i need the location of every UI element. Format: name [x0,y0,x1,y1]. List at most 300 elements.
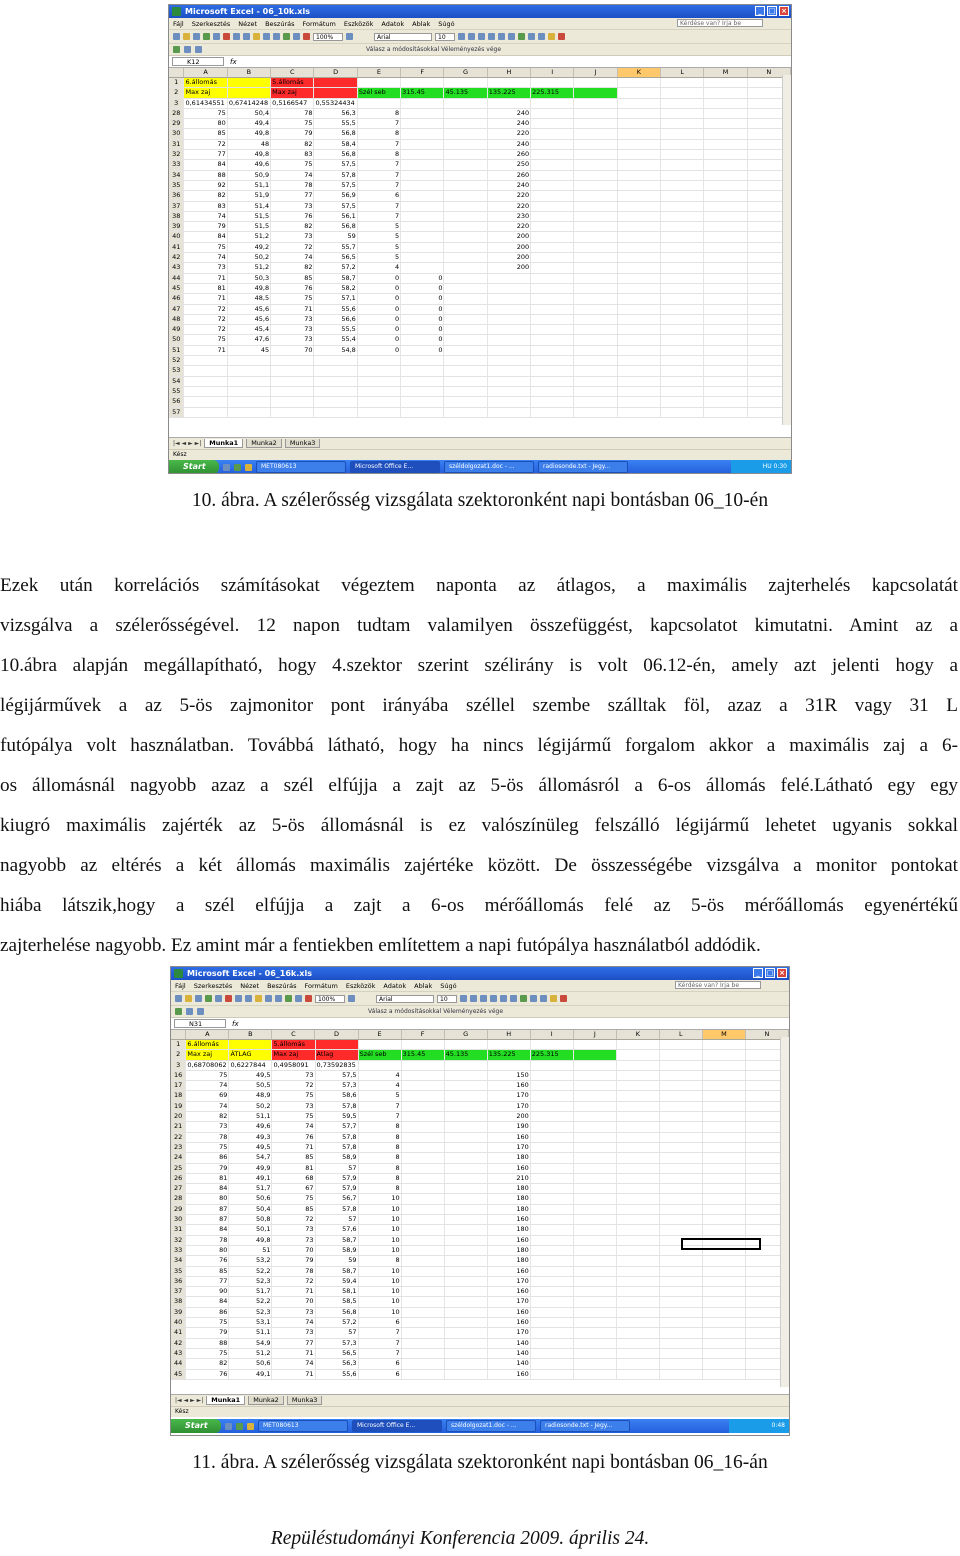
table-cell[interactable]: 73 [271,335,314,344]
table-cell[interactable]: 160 [488,1215,531,1224]
table-cell[interactable] [314,78,357,87]
table-cell[interactable] [660,1318,703,1327]
table-cell[interactable]: 160 [488,1236,531,1245]
menu-item[interactable]: Adatok [381,19,405,28]
table-cell[interactable]: 84 [186,1225,229,1234]
table-cell[interactable]: 71 [184,294,227,303]
table-cell[interactable] [574,1215,617,1224]
row-header[interactable]: 43 [171,1349,186,1358]
table-cell[interactable] [660,1071,703,1080]
table-cell[interactable]: 7 [359,1328,402,1337]
table-cell[interactable]: 0 [401,305,444,314]
table-cell[interactable] [358,356,401,365]
sheet-tab[interactable]: Munka2 [246,439,282,448]
table-cell[interactable] [531,212,574,221]
table-cell[interactable] [704,191,747,200]
table-cell[interactable]: 57,9 [316,1174,359,1183]
table-cell[interactable]: 170 [488,1297,531,1306]
table-cell[interactable]: 240 [488,119,531,128]
table-cell[interactable]: 170 [488,1277,531,1286]
table-cell[interactable]: 0 [401,346,444,355]
table-cell[interactable] [660,1061,703,1070]
table-cell[interactable] [574,377,617,386]
table-cell[interactable] [618,387,661,396]
table-cell[interactable] [703,1153,746,1162]
table-cell[interactable]: 200 [488,263,531,272]
row-header[interactable]: 33 [169,160,184,169]
table-cell[interactable] [703,1349,746,1358]
table-cell[interactable] [660,1102,703,1111]
table-cell[interactable] [661,88,704,97]
table-cell[interactable]: 58,7 [316,1267,359,1276]
table-cell[interactable] [574,1102,617,1111]
merge-icon[interactable] [518,33,525,40]
table-cell[interactable]: 74 [184,212,227,221]
table-cell[interactable]: 77 [186,1277,229,1286]
row-header[interactable]: 30 [169,129,184,138]
table-cell[interactable]: 8 [359,1174,402,1183]
row-header[interactable]: 28 [169,109,184,118]
table-cell[interactable]: 7 [359,1112,402,1121]
table-cell[interactable] [574,202,617,211]
column-header[interactable]: D [314,68,357,77]
table-cell[interactable]: Szél seb [359,1050,402,1059]
table-cell[interactable] [445,1102,488,1111]
maximize-icon[interactable]: □ [766,969,774,977]
row-header[interactable]: 35 [169,181,184,190]
table-cell[interactable] [660,1225,703,1234]
table-cell[interactable]: 6 [359,1370,402,1379]
table-cell[interactable]: 0,67414248 [228,99,271,108]
table-cell[interactable]: 315.45 [402,1050,445,1059]
table-cell[interactable]: 58,9 [316,1153,359,1162]
table-cell[interactable] [703,1256,746,1265]
table-cell[interactable] [488,284,531,293]
bold-icon[interactable] [460,995,467,1002]
table-cell[interactable] [531,129,574,138]
table-cell[interactable] [445,1328,488,1337]
table-cell[interactable] [445,1194,488,1203]
table-cell[interactable]: Max zaj [272,1050,315,1059]
table-cell[interactable] [617,1071,660,1080]
table-cell[interactable]: 51,2 [228,232,271,241]
table-cell[interactable]: 73 [272,1071,315,1080]
table-cell[interactable] [531,1236,574,1245]
table-cell[interactable]: 73 [271,325,314,334]
row-header[interactable]: 52 [169,356,184,365]
table-cell[interactable]: 7 [358,202,401,211]
table-cell[interactable]: 135.225 [488,1050,531,1059]
table-cell[interactable]: 77 [272,1339,315,1348]
table-cell[interactable] [444,397,487,406]
table-cell[interactable] [444,202,487,211]
table-cell[interactable]: 8 [358,150,401,159]
table-cell[interactable] [229,1040,272,1049]
table-cell[interactable]: 74 [271,171,314,180]
table-cell[interactable] [445,1277,488,1286]
table-cell[interactable] [574,1339,617,1348]
table-cell[interactable]: 10 [359,1308,402,1317]
table-cell[interactable] [704,366,747,375]
table-cell[interactable] [574,1061,617,1070]
table-cell[interactable] [531,1277,574,1286]
table-cell[interactable] [531,1328,574,1337]
table-cell[interactable] [445,1267,488,1276]
table-cell[interactable]: 50,6 [229,1194,272,1203]
table-cell[interactable] [617,1153,660,1162]
copy-icon[interactable] [243,33,250,40]
table-cell[interactable] [184,387,227,396]
table-cell[interactable]: 57,5 [314,160,357,169]
table-cell[interactable] [660,1174,703,1183]
table-cell[interactable] [660,1256,703,1265]
table-cell[interactable]: 79 [186,1164,229,1173]
table-cell[interactable] [704,88,747,97]
column-header[interactable]: C [271,68,314,77]
table-cell[interactable] [488,315,531,324]
table-cell[interactable] [574,171,617,180]
vertical-scrollbar[interactable] [782,75,791,425]
table-cell[interactable] [574,1112,617,1121]
table-cell[interactable] [445,1308,488,1317]
table-cell[interactable]: 49,4 [228,119,271,128]
table-cell[interactable] [703,1339,746,1348]
table-cell[interactable]: 47,6 [228,335,271,344]
table-cell[interactable] [444,232,487,241]
table-cell[interactable] [401,140,444,149]
table-cell[interactable] [444,253,487,262]
table-cell[interactable] [574,1184,617,1193]
table-cell[interactable]: 160 [488,1081,531,1090]
italic-icon[interactable] [468,33,475,40]
table-cell[interactable] [574,1143,617,1152]
table-cell[interactable] [401,263,444,272]
open-icon[interactable] [185,995,192,1002]
print-icon[interactable] [203,33,210,40]
table-cell[interactable] [445,1071,488,1080]
table-cell[interactable] [445,1143,488,1152]
fill-color-icon[interactable] [548,33,555,40]
table-cell[interactable] [402,1359,445,1368]
table-cell[interactable]: 55,4 [314,335,357,344]
font-color-icon[interactable] [560,995,567,1002]
table-cell[interactable]: 50,9 [228,171,271,180]
table-cell[interactable]: 6.állomás [186,1040,229,1049]
table-cell[interactable] [445,1184,488,1193]
table-cell[interactable]: 45 [228,346,271,355]
table-cell[interactable]: 76 [186,1370,229,1379]
table-cell[interactable] [660,1215,703,1224]
table-cell[interactable]: 72 [272,1277,315,1286]
table-cell[interactable] [401,181,444,190]
table-cell[interactable] [618,397,661,406]
table-cell[interactable] [358,366,401,375]
review-icon[interactable] [173,46,180,53]
row-header[interactable]: 3 [169,99,184,108]
table-cell[interactable]: 73 [271,232,314,241]
table-cell[interactable]: 6 [359,1359,402,1368]
taskbar-item[interactable]: radiosonde.txt - Jegy... [538,461,628,473]
table-cell[interactable] [402,1153,445,1162]
table-cell[interactable]: 76 [271,212,314,221]
table-cell[interactable] [574,366,617,375]
table-cell[interactable] [661,150,704,159]
menu-item[interactable]: Szerkesztés [193,981,233,990]
table-cell[interactable] [704,129,747,138]
table-cell[interactable]: 49,8 [229,1236,272,1245]
copy-icon[interactable] [245,995,252,1002]
table-cell[interactable]: 49,8 [228,150,271,159]
row-header[interactable]: 18 [171,1091,186,1100]
table-cell[interactable] [703,1328,746,1337]
table-cell[interactable]: 220 [488,202,531,211]
table-cell[interactable] [531,171,574,180]
table-cell[interactable]: 0 [401,315,444,324]
bold-icon[interactable] [458,33,465,40]
table-cell[interactable] [401,160,444,169]
table-cell[interactable] [401,191,444,200]
table-cell[interactable] [618,305,661,314]
table-cell[interactable] [401,397,444,406]
select-all-corner[interactable] [169,68,184,77]
table-cell[interactable] [661,253,704,262]
table-cell[interactable] [574,1153,617,1162]
table-cell[interactable] [661,78,704,87]
table-cell[interactable] [444,356,487,365]
table-cell[interactable] [618,140,661,149]
table-cell[interactable]: 5 [358,253,401,262]
row-header[interactable]: 34 [169,171,184,180]
row-header[interactable]: 27 [171,1184,186,1193]
table-cell[interactable] [661,366,704,375]
table-cell[interactable] [617,1328,660,1337]
table-cell[interactable]: 74 [272,1122,315,1131]
menu-item[interactable]: Beszúrás [267,981,297,990]
table-cell[interactable] [574,1267,617,1276]
table-cell[interactable] [531,284,574,293]
table-cell[interactable] [402,1256,445,1265]
table-cell[interactable] [618,150,661,159]
table-cell[interactable] [574,1308,617,1317]
font-size-select[interactable]: 10 [437,995,457,1003]
table-cell[interactable]: 10 [359,1246,402,1255]
table-cell[interactable]: 57,6 [316,1225,359,1234]
table-cell[interactable] [574,1225,617,1234]
table-cell[interactable]: 57,3 [316,1339,359,1348]
table-cell[interactable]: 67 [272,1184,315,1193]
table-cell[interactable] [704,263,747,272]
table-cell[interactable] [445,1153,488,1162]
menu-item[interactable]: Formátum [304,981,338,990]
table-cell[interactable]: 85 [186,1267,229,1276]
table-cell[interactable]: 0 [358,284,401,293]
table-cell[interactable] [402,1174,445,1183]
table-cell[interactable]: 71 [272,1143,315,1152]
table-cell[interactable] [704,315,747,324]
table-cell[interactable] [617,1122,660,1131]
table-cell[interactable] [574,129,617,138]
table-cell[interactable]: 200 [488,253,531,262]
menu-item[interactable]: Nézet [238,19,258,28]
table-cell[interactable] [574,274,617,283]
table-cell[interactable] [531,1061,574,1070]
table-cell[interactable] [444,346,487,355]
table-cell[interactable] [401,99,444,108]
table-cell[interactable] [531,263,574,272]
table-cell[interactable] [660,1164,703,1173]
table-cell[interactable]: 7 [359,1349,402,1358]
table-cell[interactable]: 79 [271,129,314,138]
table-cell[interactable]: 57,8 [316,1143,359,1152]
row-header[interactable]: 35 [171,1267,186,1276]
table-cell[interactable] [618,335,661,344]
table-cell[interactable]: 84 [186,1297,229,1306]
table-cell[interactable] [531,1102,574,1111]
table-cell[interactable] [401,150,444,159]
table-cell[interactable] [444,294,487,303]
table-cell[interactable]: 7 [358,212,401,221]
table-cell[interactable]: 6 [358,191,401,200]
table-cell[interactable] [574,1256,617,1265]
table-cell[interactable]: 72 [272,1081,315,1090]
table-cell[interactable] [401,171,444,180]
row-header[interactable]: 43 [169,263,184,272]
selected-cell[interactable] [681,1238,761,1250]
table-cell[interactable] [445,1339,488,1348]
table-cell[interactable] [618,408,661,417]
table-cell[interactable] [531,1349,574,1358]
table-cell[interactable]: 79 [184,222,227,231]
table-cell[interactable] [488,78,531,87]
table-cell[interactable] [574,1297,617,1306]
table-cell[interactable] [574,1205,617,1214]
table-cell[interactable]: 72 [184,140,227,149]
table-cell[interactable]: 75 [271,294,314,303]
table-cell[interactable] [444,408,487,417]
column-header[interactable]: M [704,68,747,77]
column-header[interactable]: J [574,1030,617,1039]
table-cell[interactable] [574,315,617,324]
menu-item[interactable]: Nézet [240,981,260,990]
table-cell[interactable] [617,1184,660,1193]
menu-item[interactable]: Adatok [383,981,407,990]
table-cell[interactable] [531,377,574,386]
table-cell[interactable] [402,1133,445,1142]
table-cell[interactable]: 56,8 [314,150,357,159]
table-cell[interactable] [574,387,617,396]
row-header[interactable]: 32 [171,1236,186,1245]
table-cell[interactable]: 86 [186,1308,229,1317]
table-cell[interactable]: 57,5 [314,202,357,211]
table-cell[interactable]: 5 [358,232,401,241]
quicklaunch-icon[interactable] [234,464,241,471]
table-cell[interactable]: 5.állomás [272,1040,315,1049]
table-cell[interactable] [574,222,617,231]
table-cell[interactable] [531,274,574,283]
table-cell[interactable] [531,1194,574,1203]
table-cell[interactable]: 73 [271,315,314,324]
table-cell[interactable] [704,232,747,241]
table-cell[interactable] [402,1102,445,1111]
table-cell[interactable]: 74 [186,1081,229,1090]
table-cell[interactable]: 220 [488,129,531,138]
table-cell[interactable]: 83 [271,150,314,159]
table-cell[interactable]: 51,9 [228,191,271,200]
help-icon[interactable] [348,995,355,1002]
table-cell[interactable] [402,1122,445,1131]
table-cell[interactable] [314,397,357,406]
table-cell[interactable] [703,1267,746,1276]
table-cell[interactable] [228,88,271,97]
table-cell[interactable]: 58,9 [316,1246,359,1255]
table-cell[interactable] [314,387,357,396]
table-cell[interactable] [445,1112,488,1121]
table-cell[interactable] [574,325,617,334]
table-cell[interactable] [228,397,271,406]
table-cell[interactable]: 160 [488,1308,531,1317]
table-cell[interactable] [618,202,661,211]
table-cell[interactable] [531,1040,574,1049]
table-cell[interactable]: 140 [488,1349,531,1358]
currency-icon[interactable] [530,995,537,1002]
column-header[interactable]: C [272,1030,315,1039]
table-cell[interactable]: 52,2 [229,1267,272,1276]
table-cell[interactable]: 75 [186,1143,229,1152]
column-header[interactable]: F [402,1030,445,1039]
table-cell[interactable]: 190 [488,1122,531,1131]
table-cell[interactable] [574,1318,617,1327]
table-cell[interactable]: 75 [184,243,227,252]
table-cell[interactable] [488,99,531,108]
table-cell[interactable] [703,1194,746,1203]
table-cell[interactable] [531,1225,574,1234]
table-cell[interactable] [314,377,357,386]
table-cell[interactable]: 57,3 [316,1081,359,1090]
table-cell[interactable]: 55,7 [314,243,357,252]
table-cell[interactable] [444,377,487,386]
name-box[interactable]: N31 [174,1019,226,1028]
table-cell[interactable] [531,1071,574,1080]
table-cell[interactable] [531,346,574,355]
table-cell[interactable] [704,150,747,159]
table-cell[interactable] [531,1153,574,1162]
taskbar-item[interactable]: Microsoft Office E... [352,1420,442,1432]
menu-item[interactable]: Beszúrás [265,19,295,28]
table-cell[interactable] [574,232,617,241]
table-cell[interactable]: 54,7 [229,1153,272,1162]
table-cell[interactable]: Atlag [316,1050,359,1059]
table-cell[interactable]: ÁTLAG [229,1050,272,1059]
table-cell[interactable] [271,387,314,396]
table-cell[interactable] [660,1349,703,1358]
table-cell[interactable]: 57,2 [314,263,357,272]
table-cell[interactable]: 51,7 [229,1184,272,1193]
undo-icon[interactable] [265,995,272,1002]
table-cell[interactable] [704,212,747,221]
table-cell[interactable] [401,119,444,128]
row-header[interactable]: 38 [171,1297,186,1306]
align-right-icon[interactable] [508,33,515,40]
table-cell[interactable] [531,1081,574,1090]
table-cell[interactable]: 57,8 [314,171,357,180]
table-cell[interactable] [617,1133,660,1142]
table-cell[interactable] [617,1287,660,1296]
table-cell[interactable]: 49,5 [229,1143,272,1152]
table-cell[interactable]: 49,6 [229,1122,272,1131]
table-cell[interactable]: 76 [272,1133,315,1142]
table-cell[interactable] [445,1174,488,1183]
taskbar-item[interactable]: Microsoft Office E... [350,461,440,473]
